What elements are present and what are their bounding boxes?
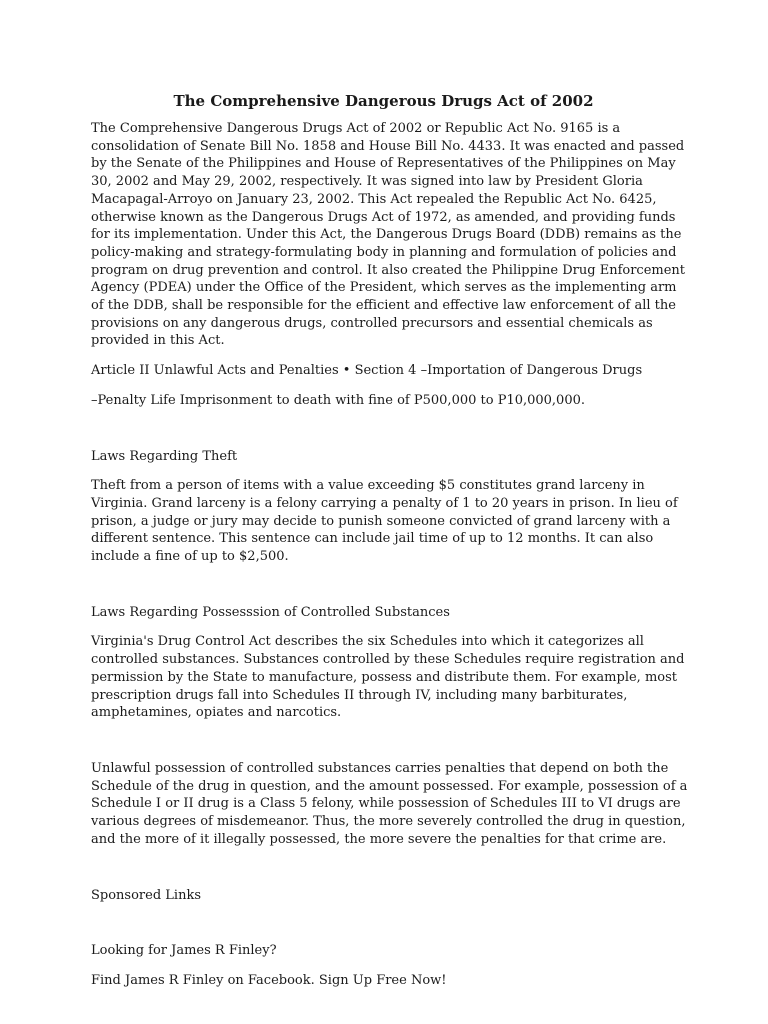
theft-paragraph: Theft from a person of items with a value exceeding $5 constitutes grand larceny in Virginia. Grand larceny is a felony carrying a penalty of 1 to 20 years in prison. In lieu of prison, a judge or jury may decide to punish someone convicted of grand larceny with a different sentence. This sentence can include jail time of up to 12 months. It can also include a fine of up to $2,500. <box>91 478 678 565</box>
intro-paragraph: The Comprehensive Dangerous Drugs Act of 2002 or Republic Act No. 9165 is a consolidation of Senate Bill No. 1858 and House Bill No. 4433. It was enacted and passed by the Senate of the Philippines and House of Representatives of the Philippines on May 30, 2002 and May 29, 2002, respectively. It was signed into law by President Gloria Macapagal-Arroyo on January 23, 2002. This Act repealed the Republic Act No. 6425, otherwise known as the Dangerous Drugs Act of 1972, as amended, and providing funds for its implementation. Under this Act, the Dangerous Drugs Board (DDB) remains as the policy-making and strategy-formulating body in planning and formulation of policies and program on drug prevention and control. It also created the Philippine Drug Enforcement Agency (PDEA) under the Office of the President, which serves as the implementing arm of the DDB, shall be responsible for the efficient and effective law enforcement of all the provisions on any dangerous drugs, controlled precursors and essential chemicals as provided in this Act. <box>91 121 686 349</box>
possession-paragraph-2: Unlawful possession of controlled substances carries penalties that depend on both the Schedule of the drug in question, and the amount possessed. For example, possession of a Schedule I or II drug is a Class 5 felony, while possession of Schedules III to VI drugs are various degrees of misdemeanor. Thus, the more severely controlled the drug in question, and the more of it illegally possessed, the more severe the penalties for that crime are. <box>91 760 688 847</box>
theft-heading: Laws Regarding Theft <box>91 448 238 464</box>
possession-paragraph-1: Virginia's Drug Control Act describes the six Schedules into which it categorizes all controlled substances. Substances controlled by these Schedules require registration and permission by the State to manufacture, possess and distribute them. For example, most prescription drugs fall into Schedules II through IV, including many barbiturates, amphetamines, opiates and narcotics. <box>91 634 685 721</box>
sponsored-links-heading: Sponsored Links <box>91 887 201 903</box>
ad-call-to-action[interactable]: Find James R Finley on Facebook. Sign Up Free Now! <box>91 972 447 988</box>
document-page <box>91 90 691 990</box>
article-line: Article II Unlawful Acts and Penalties • Section 4 –Importation of Dangerous Drugs <box>91 363 643 379</box>
ad-question[interactable]: Looking for James R Finley? <box>91 943 277 959</box>
possession-heading: Laws Regarding Possesssion of Controlled Substances <box>91 604 450 620</box>
penalty-line: –Penalty Life Imprisonment to death with fine of P500,000 to P10,000,000. <box>91 392 586 408</box>
document-title: The Comprehensive Dangerous Drugs Act of 2002 <box>173 92 594 110</box>
